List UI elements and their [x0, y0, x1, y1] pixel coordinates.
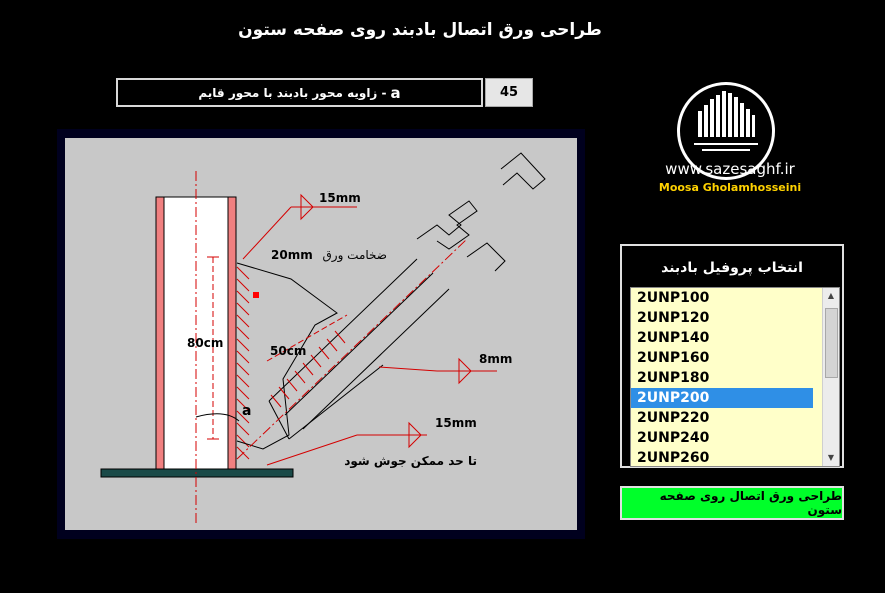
website-url: www.sazesaghf.ir: [665, 160, 795, 178]
list-item[interactable]: 2UNP220: [637, 410, 710, 426]
weld-top-label: 15mm: [319, 191, 361, 205]
author-name: Moosa Gholamhosseini: [658, 181, 802, 194]
weld-brace-label: 8mm: [479, 352, 513, 366]
list-item[interactable]: 2UNP260: [637, 450, 710, 466]
list-item[interactable]: 2UNP180: [637, 370, 710, 386]
dim-plate-width-label: 50cm: [270, 344, 307, 358]
scroll-up-icon[interactable]: ▲: [827, 291, 835, 300]
column-flange-right: [228, 197, 236, 469]
plate-thickness-label: ضخامت ورق: [322, 248, 387, 262]
plate-thickness-value: 20mm: [271, 248, 313, 262]
list-item[interactable]: 2UNP160: [637, 350, 710, 366]
weld-bottom-label: 15mm: [435, 416, 477, 430]
angle-label-box: [116, 78, 483, 107]
list-scrollbar[interactable]: [822, 288, 839, 466]
list-item-selected[interactable]: 2UNP200: [631, 388, 813, 408]
base-plate: [101, 469, 293, 477]
weld-note-label: تا حد ممکن جوش شود: [344, 454, 477, 468]
column-flange-left: [156, 197, 164, 469]
list-item[interactable]: 2UNP120: [637, 310, 710, 326]
angle-value-field[interactable]: 45: [485, 78, 533, 107]
diagram-angle-symbol: a: [242, 403, 252, 419]
scroll-down-icon[interactable]: ▼: [827, 453, 835, 462]
design-button[interactable]: طراحی ورق اتصال روی صفحه ستون: [620, 486, 844, 520]
list-item[interactable]: 2UNP240: [637, 430, 710, 446]
connection-diagram: [57, 129, 585, 539]
profile-listbox[interactable]: [630, 287, 840, 467]
list-item[interactable]: 2UNP100: [637, 290, 710, 306]
list-item[interactable]: 2UNP140: [637, 330, 710, 346]
page-title: طراحی ورق اتصال بادبند روی صفحه ستون: [238, 20, 602, 40]
plate-marker: [253, 292, 259, 298]
profile-panel: [620, 244, 844, 468]
angle-label: - زاویه محور بادبند با محور قایم: [198, 85, 387, 100]
profile-panel-title: انتخاب پروفیل بادبند: [661, 260, 803, 276]
scroll-thumb[interactable]: [825, 308, 838, 378]
dim-column-length-label: 80cm: [187, 336, 224, 350]
angle-symbol: a: [390, 83, 401, 102]
